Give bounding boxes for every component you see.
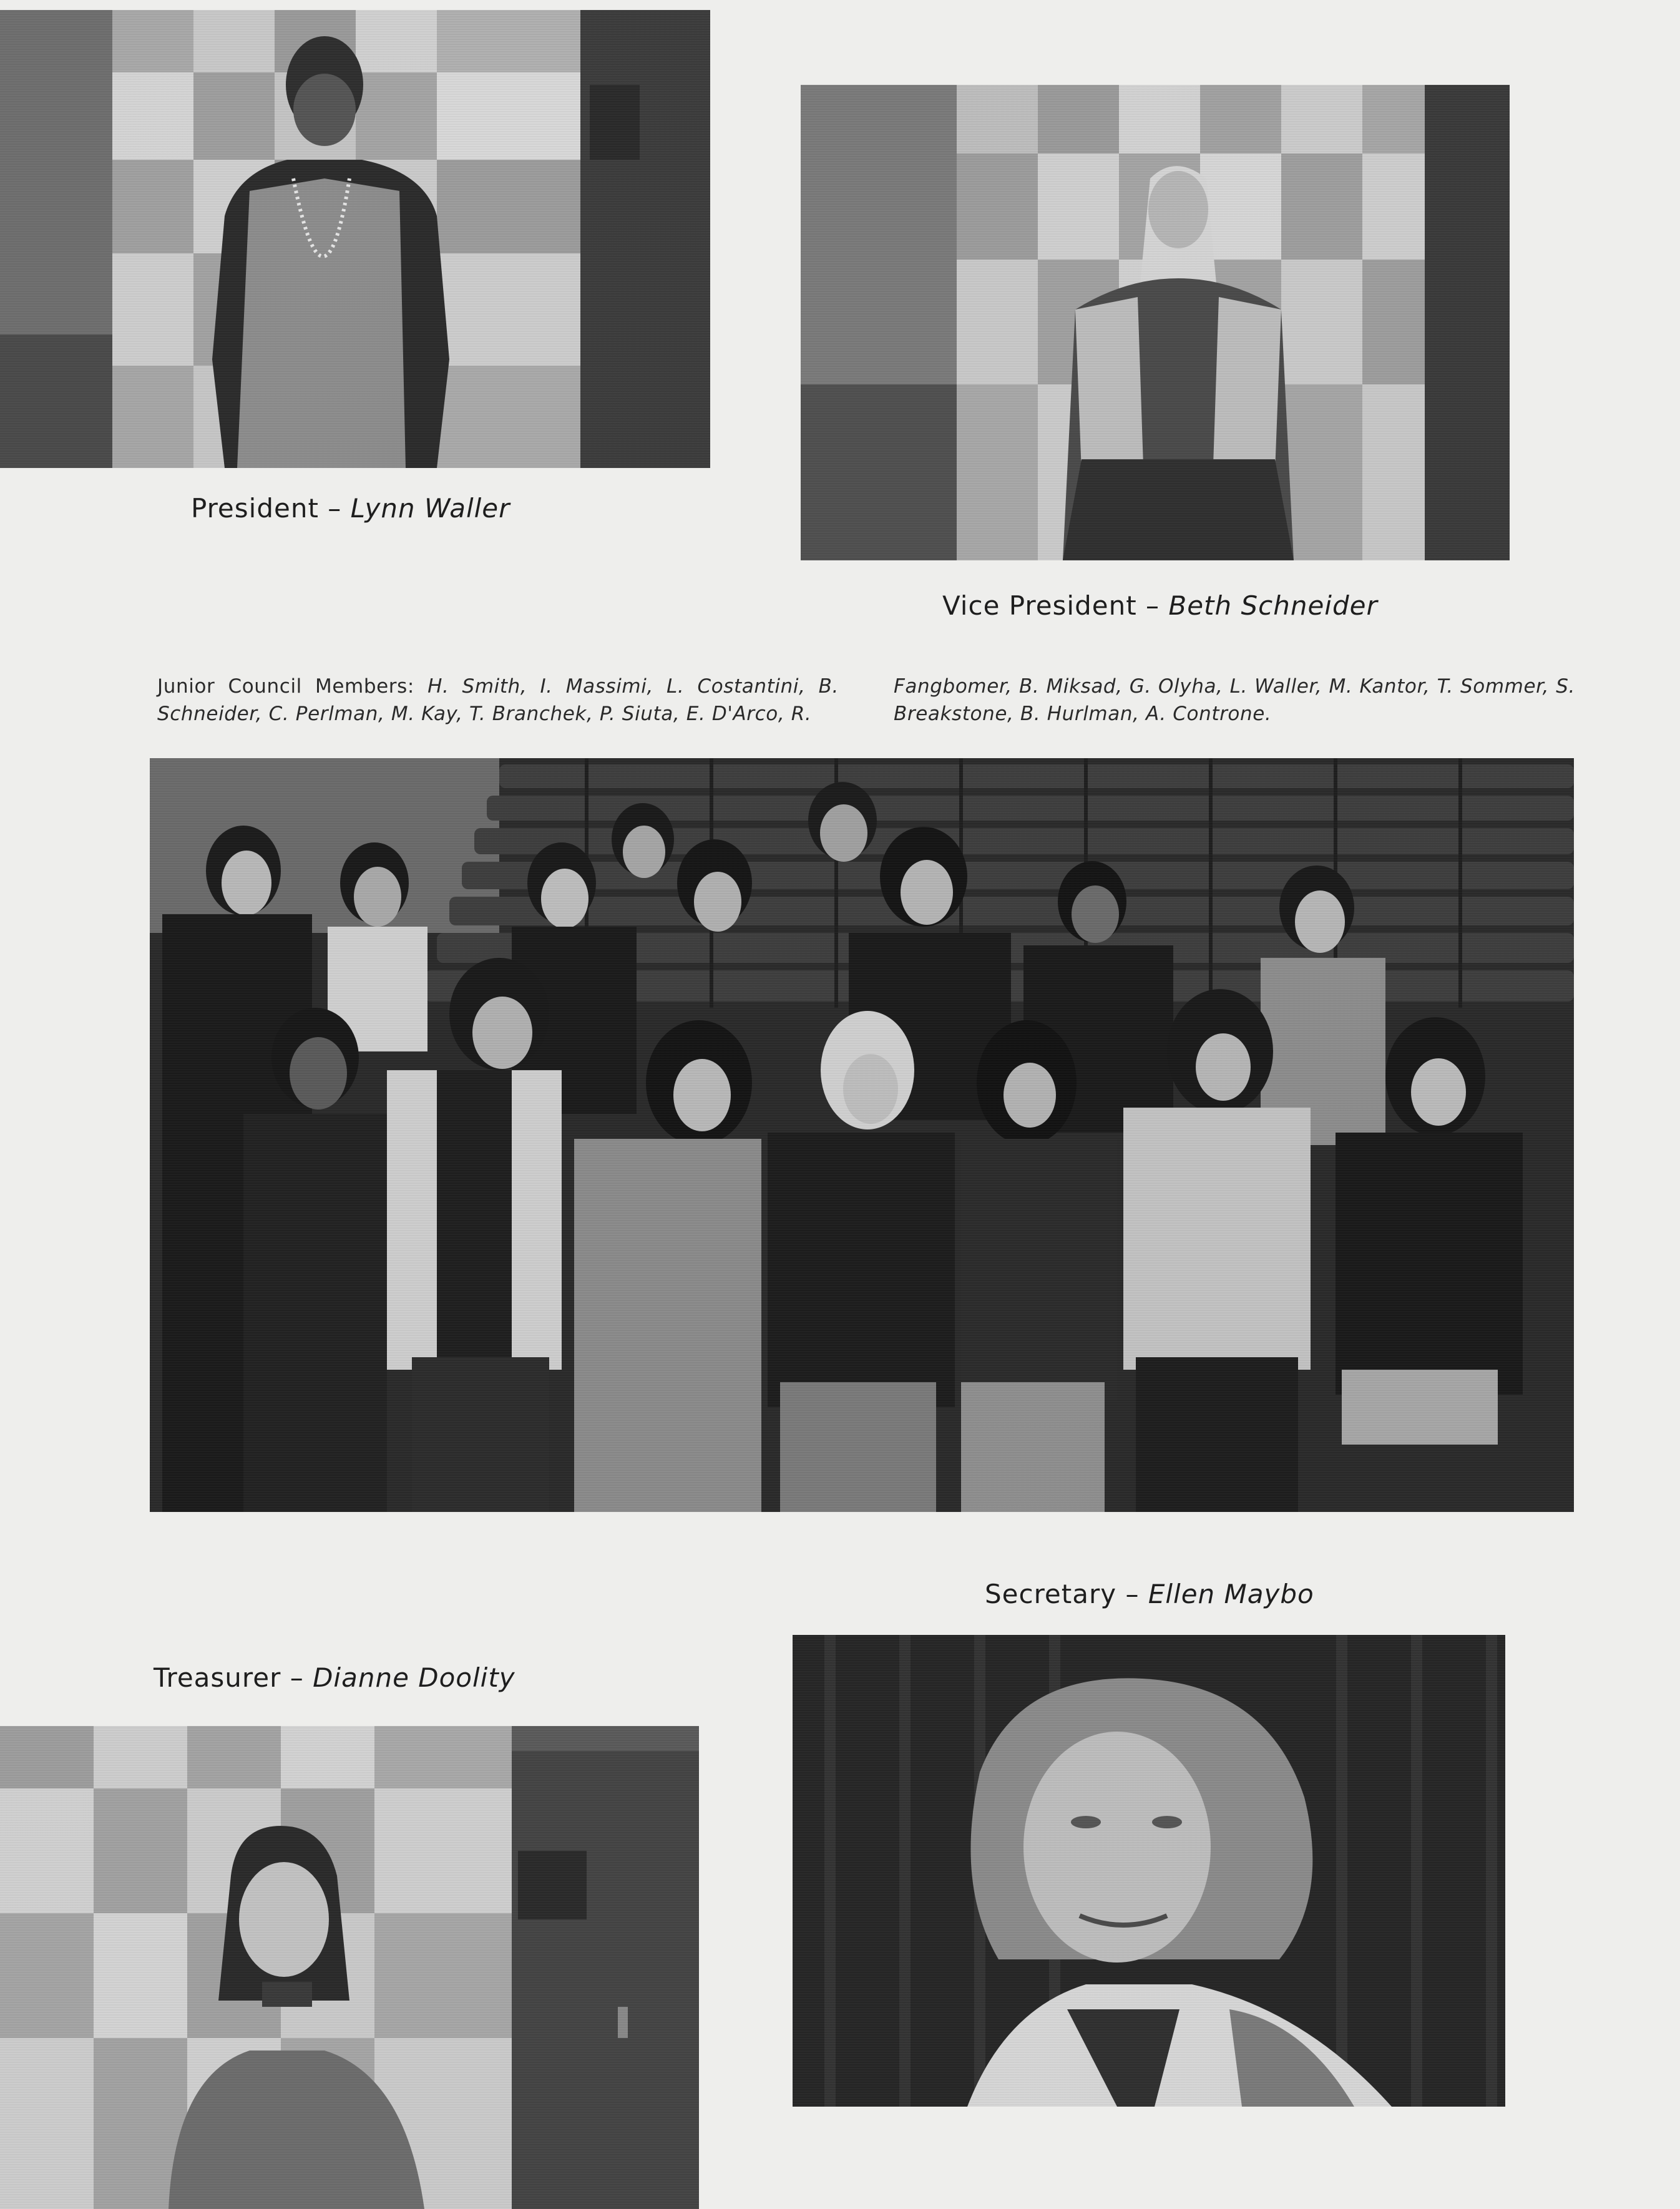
secretary-name: Ellen Maybo [1148,1579,1314,1609]
president-caption [191,493,510,524]
vice-president-caption [942,590,1378,621]
treasurer-caption [154,1662,515,1693]
treasurer-separator: – [290,1662,304,1693]
president-name: Lynn Waller [350,493,510,524]
treasurer-photo [0,1726,699,2209]
vice-president-title: Vice President [942,590,1137,621]
council-members-column-1 [157,673,839,728]
secretary-title: Secretary [985,1579,1117,1609]
president-separator: – [328,493,342,524]
vice-president-separator: – [1146,590,1160,621]
president-photo [0,10,710,468]
secretary-separator: – [1125,1579,1140,1609]
president-title: President [191,493,319,524]
council-members-column-2 [894,673,1575,728]
vice-president-name: Beth Schneider [1168,590,1378,621]
council-names-part-2: Fangbomer, B. Miksad, G. Olyha, L. Waller, M. Kantor, T. Sommer, S. Breakstone, B. Hurlman, A. Controne. [894,675,1575,725]
treasurer-name: Dianne Doolity [313,1662,515,1693]
council-names-part-1: H. Smith, I. Massimi, L. Costantini, B. Schneider, C. Perlman, M. Kay, T. Branchek, P. Siuta, E. D'Arco, R. [157,675,839,725]
secretary-caption [985,1579,1314,1609]
council-group-photo [150,758,1574,1512]
treasurer-title: Treasurer [154,1662,281,1693]
council-heading: Junior Council Members: [157,675,414,698]
vice-president-photo [801,85,1510,560]
secretary-photo [793,1635,1505,2107]
